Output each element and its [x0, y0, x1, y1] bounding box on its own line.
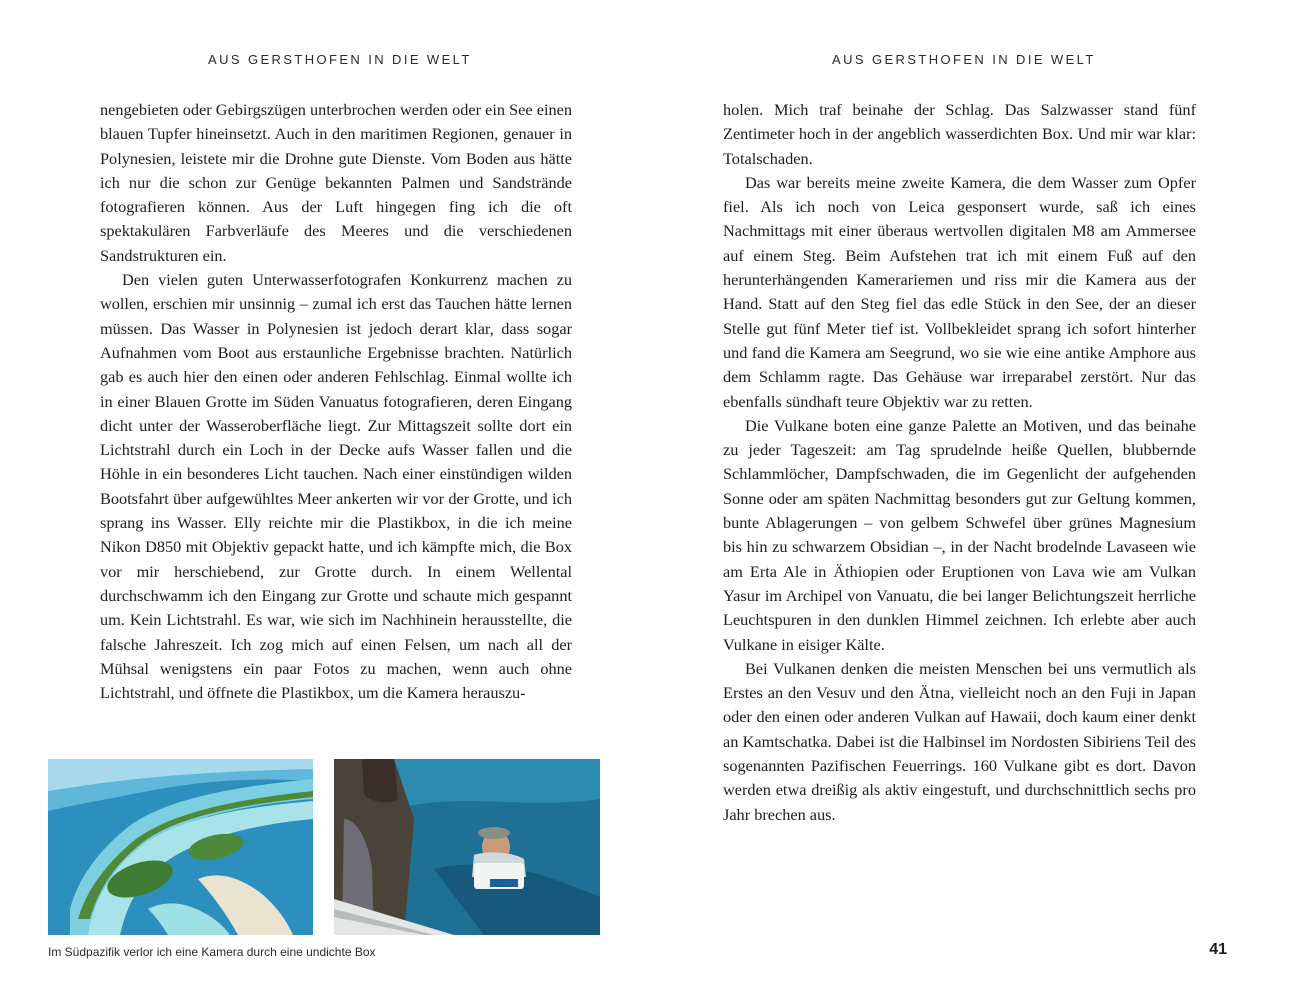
swimmer-photo: [334, 759, 600, 935]
running-head-left: AUS GERSTHOFEN IN DIE WELT: [208, 52, 472, 67]
paragraph: Die Vulkane boten eine ganze Palette an Motiven, und das beinahe zu jeder Tageszeit: am Tag sprudelnde heiße Quellen, blubbernde Schlammlöcher, Dampfschwaden, die im Gegenlicht der aufgehenden Sonne oder am späten Nachmittag besonders gut zur Geltung kommen, bunte Ablagerungen – von gelbem Schwefel über grünes Magnesium bis hin zu schwarzem Obsidian –, in der Nacht brodelnde Lavaseen wie am Erta Ale in Äthiopien oder Eruptionen von Lava wie am Vulkan Yasur im Archipel von Vanuatu, die bei langer Belichtungszeit herrliche Leuchtspuren in den dunklen Himmel zeichnen. Ich erlebte aber auch Vulkane in eisiger Kälte.: [723, 415, 1196, 654]
left-text-column: [100, 98, 572, 705]
paragraph: Bei Vulkanen denken die meisten Menschen bei uns vermutlich als Erstes an den Vesuv und den Ätna, vielleicht noch an den Fuji in Japan oder den einen oder anderen Vulkan auf Hawaii, doch kaum einer denkt an Kamtschatka. Dabei ist die Halbinsel im Nordosten Sibiriens Teil des sogenannten Pazifischen Feuerrings. 160 Vulkane gibt es dort. Davon werden etwa dreißig als aktiv eingestuft, und durchschnittlich sechs pro Jahr brechen aus.: [723, 658, 1196, 824]
paragraph: nengebieten oder Gebirgszügen unterbrochen werden oder ein See einen blauen Tupfer hineinsetzt. Auch in den maritimen Regionen, genauer in Polynesien, leistete mir die Drohne gute Dienste. Vom Boden aus hätte ich nur die schon zur Genüge bekannten Palmen und Sandstrände fotografieren können. Aus der Luft hingegen fing ich die oft spektakulären Farbverläufe des Meeres und die verschiedenen Sandstrukturen ein.: [100, 100, 572, 265]
page-number: 41: [1209, 941, 1227, 958]
running-head-right: AUS GERSTHOFEN IN DIE WELT: [832, 52, 1096, 67]
paragraph: Den vielen guten Unterwasserfotografen Konkurrenz machen zu wollen, erschien mir unsinnig – zumal ich erst das Tauchen hätte lernen müssen. Das Wasser in Polynesien ist jedoch derart klar, dass sogar Aufnahmen vom Boot aus erstaunliche Ergebnisse brachten. Natürlich gab es auch hier den einen oder anderen Fehlschlag. Einmal wollte ich in einer Blauen Grotte im Süden Vanuatus fotografieren, deren Eingang dicht unter der Wasseroberfläche liegt. Zur Mittagszeit sollte dort ein Lichtstrahl durch ein Loch in der Decke aufs Wasser fallen und die Höhle in ein besonderes Licht tauchen. Nach einer einstündigen wilden Bootsfahrt über aufgewühltes Meer ankerten wir vor der Grotte, und ich sprang ins Wasser. Elly reichte mir die Plastikbox, in die ich meine Nikon D850 mit Objektiv gepackt hatte, und ich kämpfte mich, die Box vor mir herschiebend, zur Grotte durch. In einem Wellental durchschwamm ich den Eingang zur Grotte und schaute mich gespannt um. Kein Lichtstrahl. Es war, wie sich im Nachhinein herausstellte, die falsche Jahreszeit. Ich zog mich auf einen Felsen, um nach all der Mühsal wenigstens ein paar Fotos zu machen, wenn auch ohne Lichtstrahl, und öffnete die Plastikbox, um die Kamera herauszu-: [100, 270, 572, 703]
photo-caption: Im Südpazifik verlor ich eine Kamera durch eine undichte Box: [48, 945, 376, 959]
paragraph: holen. Mich traf beinahe der Schlag. Das Salzwasser stand fünf Zentimeter hoch in der angeblich wasserdichten Box. Und mir war klar: Totalschaden.: [723, 100, 1196, 168]
paragraph: Das war bereits meine zweite Kamera, die dem Wasser zum Opfer fiel. Als ich noch von Leica gesponsert wurde, saß ich eines Nachmittags mit einer überaus wertvollen digitalen M8 am Ammersee auf einem Steg. Beim Aufstehen trat ich mit einem Fuß auf den herunterhängenden Kamerariemen und riss mir die Kamera aus der Hand. Statt auf den Steg fiel das edle Stück in den See, der an dieser Stelle gut fünf Meter tief ist. Vollbekleidet sprang ich sofort hinterher und fand die Kamera am Seegrund, wo sie wie eine antike Amphore aus dem Schlamm ragte. Das Gehäuse war irreparabel zerstört. Nur das ebenfalls sündhaft teure Objektiv war zu retten.: [723, 172, 1196, 411]
right-text-column: [723, 98, 1196, 827]
atoll-aerial-photo: [48, 759, 313, 935]
